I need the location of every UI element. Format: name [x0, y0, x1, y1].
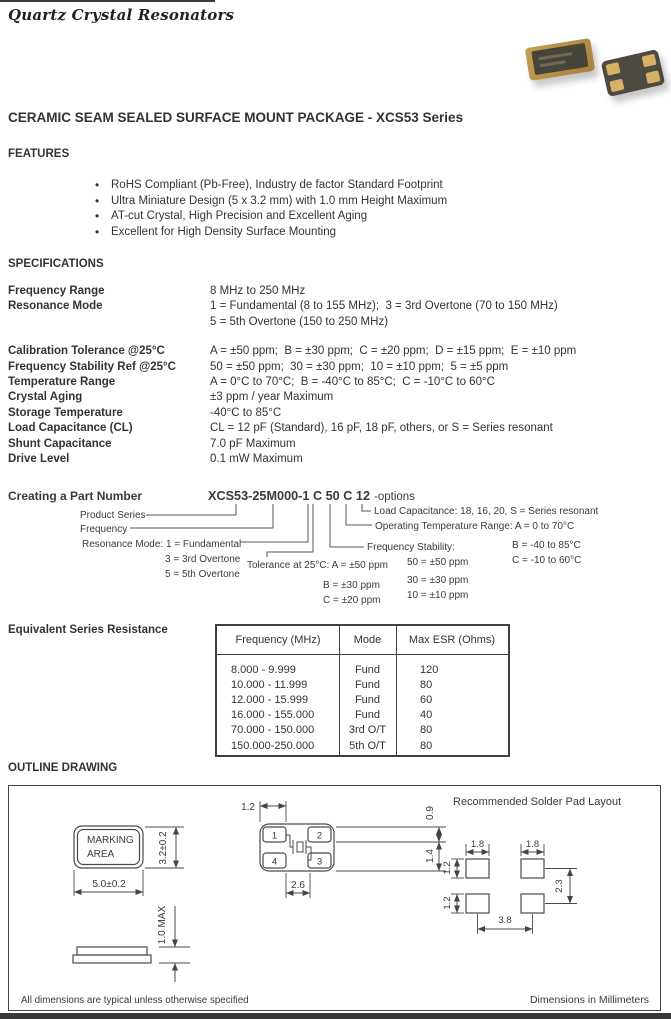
spec-label	[8, 315, 210, 330]
feature-item: • RoHS Compliant (Pb-Free), Industry de factor Standard Footprint	[111, 178, 447, 194]
spec-row	[8, 315, 668, 330]
spec-label: Storage Temperature	[8, 406, 123, 419]
spec-value: 0.1 mW Maximum	[210, 453, 303, 466]
outline-footer-right: Dimensions in Millimeters	[529, 994, 649, 1006]
solder-pad-bl	[466, 894, 489, 913]
spec-value: -40°C to 85°C	[210, 406, 282, 419]
solder-pad	[609, 79, 624, 93]
label-resonance-3: 3 = 3rd Overtone	[165, 554, 241, 565]
features-heading: FEATURES	[8, 148, 70, 160]
spec-label: Drive Level	[8, 453, 70, 466]
spec-row	[8, 390, 668, 405]
esr-value: 80	[420, 678, 433, 691]
table-row	[217, 738, 508, 753]
spec-row	[8, 421, 668, 436]
dim-spad-h2: 1.2	[442, 896, 453, 910]
part-number-options: -options	[374, 491, 415, 503]
dim-max-height: 1.0 MAX	[157, 905, 168, 945]
label-load-cap: Load Capacitance: 18, 16, 20, S = Series resonant	[374, 506, 599, 517]
pin-number-3: 3	[316, 856, 323, 868]
solder-pad	[605, 62, 620, 76]
leader-resonance-mode	[240, 504, 308, 542]
esr-value: 40	[420, 709, 433, 722]
label-stability: Frequency Stability:	[367, 542, 455, 553]
leader-product-series	[146, 504, 236, 515]
label-stability-10: 10 = ±10 ppm	[407, 590, 469, 601]
label-tolerance-c: C = ±20 ppm	[323, 595, 381, 606]
spec-label: Load Capacitance (CL)	[8, 422, 133, 435]
solder-pad-layout-title: Recommended Solder Pad Layout	[453, 796, 622, 808]
dim-width: 5.0±0.2	[92, 879, 126, 890]
page-title: CERAMIC SEAM SEALED SURFACE MOUNT PACKAGE - XCS53 Series	[8, 110, 464, 125]
esr-col-header: Max ESR (Ohms)	[408, 634, 496, 646]
marking-line	[538, 52, 572, 60]
solder-pad	[642, 54, 657, 68]
esr-mode: 5th O/T	[349, 739, 386, 752]
esr-value: 120	[420, 663, 439, 676]
spec-row	[8, 452, 668, 467]
spec-value: 1 = Fundamental (8 to 155 MHz); 3 = 3rd Overtone (70 to 150 MHz)	[210, 300, 558, 313]
spec-value: A = 0°C to 70°C; B = -40°C to 85°C; C = -10°C to 60°C	[210, 376, 495, 389]
part-number-heading: Creating a Part Number	[8, 489, 143, 503]
spec-label: Shunt Capacitance	[8, 437, 112, 450]
marking-area-line2: AREA	[87, 849, 115, 860]
solder-pad	[645, 70, 660, 84]
esr-heading: Equivalent Series Resistance	[8, 624, 168, 636]
spec-value: ±3 ppm / year Maximum	[210, 391, 334, 404]
top-edge-bar	[0, 0, 215, 2]
crystal-wire-1	[286, 835, 293, 847]
spec-row	[8, 406, 668, 421]
feature-item: • Ultra Miniature Design (5 x 3.2 mm) with 1.0 mm Height Maximum	[111, 194, 447, 210]
solder-pad-tl	[466, 859, 489, 878]
bottom-edge-bar	[0, 1013, 671, 1019]
label-op-temp: Operating Temperature Range: A = 0 to 70°C	[375, 521, 575, 532]
spec-label: Frequency Range	[8, 285, 105, 297]
dim-pad-gap: 1.4	[425, 849, 436, 863]
table-row	[217, 662, 508, 677]
spec-value: A = ±50 ppm; B = ±30 ppm; C = ±20 ppm; D = ±15 ppm; E = ±10 ppm	[210, 345, 577, 358]
spec-row	[8, 284, 668, 299]
esr-freq: 12.000 - 15.999	[231, 693, 309, 706]
features-list	[111, 178, 447, 240]
leader-op-temp	[346, 504, 372, 525]
dim-pad-h: 0.9	[425, 806, 436, 820]
spec-row	[8, 437, 668, 452]
label-op-temp-c: C = -10 to 60°C	[512, 555, 582, 566]
pin-number-1: 1	[271, 830, 278, 842]
esr-table	[215, 624, 510, 757]
solder-pad-tr	[521, 859, 544, 878]
table-row	[217, 708, 508, 723]
spec-label: Resonance Mode	[8, 300, 103, 313]
table-row	[217, 723, 508, 738]
label-frequency: Frequency	[80, 524, 128, 535]
dim-spad-vpitch: 2.3	[554, 879, 565, 893]
spec-row	[8, 360, 668, 375]
side-view-lid	[77, 947, 147, 955]
esr-freq: 8.000 - 9.999	[231, 663, 296, 676]
crystal-photo-bottom-view	[601, 49, 666, 97]
dim-spad-w2: 1.8	[525, 839, 540, 850]
spec-label: Frequency Stability Ref @25°C	[8, 360, 176, 373]
dim-pad-offset: 1.2	[241, 802, 255, 813]
esr-freq: 150.000-250.000	[231, 739, 315, 752]
spec-value: 8 MHz to 250 MHz	[210, 285, 306, 297]
spec-value: 5 = 5th Overtone (150 to 250 MHz)	[210, 315, 389, 328]
esr-mode: 3rd O/T	[348, 724, 387, 737]
spec-row	[8, 375, 668, 390]
dim-spad-w1: 1.8	[470, 839, 485, 850]
leader-frequency	[130, 504, 273, 528]
spec-value: CL = 12 pF (Standard), 16 pF, 18 pF, others, or S = Series resonant	[210, 422, 553, 435]
label-op-temp-b: B = -40 to 85°C	[512, 540, 581, 551]
spec-value: 50 = ±50 ppm; 30 = ±30 ppm; 10 = ±10 ppm; 5 = ±5 ppm	[210, 360, 509, 373]
dim-spad-h1: 1.2	[442, 861, 453, 875]
feature-item: • Excellent for High Density Surface Mounting	[111, 225, 447, 241]
part-number-value: XCS53-25M000-1 C 50 C 12	[208, 489, 371, 503]
spec-label: Temperature Range	[8, 376, 116, 389]
table-divider	[217, 654, 508, 655]
crystal-element	[297, 842, 303, 852]
esr-mode: Fund	[354, 678, 381, 691]
label-stability-50: 50 = ±50 ppm	[407, 557, 469, 568]
spec-row	[8, 299, 668, 314]
label-resonance-5: 5 = 5th Overtone	[165, 569, 240, 580]
leader-tolerance	[267, 504, 313, 557]
marking-area-line1: MARKING	[87, 835, 134, 846]
outline-heading: OUTLINE DRAWING	[8, 762, 118, 774]
esr-mode: Fund	[354, 709, 381, 722]
esr-col-header: Frequency (MHz)	[235, 634, 321, 646]
esr-value: 80	[420, 739, 433, 752]
esr-freq: 16.000 - 155.000	[231, 709, 315, 722]
solder-pad-br	[521, 894, 544, 913]
esr-value: 80	[420, 724, 433, 737]
label-stability-30: 30 = ±30 ppm	[407, 575, 469, 586]
label-tolerance: Tolerance at 25°C: A = ±50 ppm	[247, 560, 388, 571]
esr-value: 60	[420, 693, 433, 706]
package-top-view	[74, 826, 143, 868]
spec-value: 7.0 pF Maximum	[210, 437, 296, 450]
label-product-series: Product Series	[80, 510, 146, 521]
esr-mode: Fund	[354, 693, 381, 706]
dim-pad-span: 2.6	[291, 880, 305, 891]
outline-drawing-box	[8, 785, 661, 1011]
outline-footer-left: All dimensions are typical unless otherwise specified	[21, 995, 249, 1006]
outline-drawing	[9, 786, 659, 1009]
label-tolerance-b: B = ±30 ppm	[323, 580, 380, 591]
specifications-heading: SPECIFICATIONS	[8, 258, 104, 270]
pin-number-2: 2	[316, 830, 323, 842]
esr-header-row	[217, 626, 508, 654]
leader-load-cap	[362, 504, 371, 511]
table-row	[217, 692, 508, 707]
marking-line	[539, 60, 565, 67]
brand-title: Quartz Crystal Resonators	[8, 6, 235, 24]
table-row	[217, 677, 508, 692]
esr-mode: Fund	[354, 663, 381, 676]
esr-freq: 10.000 - 11.999	[231, 678, 308, 691]
crystal-lid	[531, 43, 588, 75]
dim-spad-hpitch: 3.8	[498, 915, 512, 926]
part-number-diagram	[0, 487, 671, 617]
esr-col-header: Mode	[353, 634, 382, 646]
spec-label: Crystal Aging	[8, 391, 83, 404]
specifications-table	[8, 284, 668, 467]
label-resonance-mode: Resonance Mode: 1 = Fundamental	[82, 539, 242, 550]
dim-height: 3.2±0.2	[158, 831, 169, 865]
feature-item: • AT-cut Crystal, High Precision and Excellent Aging	[111, 209, 447, 225]
crystal-photo-top-view	[525, 38, 595, 81]
side-view-base	[73, 955, 151, 963]
spec-row	[8, 344, 668, 359]
pin-number-4: 4	[271, 856, 278, 868]
esr-freq: 70.000 - 150.000	[231, 724, 315, 737]
spec-label: Calibration Tolerance @25°C	[8, 345, 165, 358]
